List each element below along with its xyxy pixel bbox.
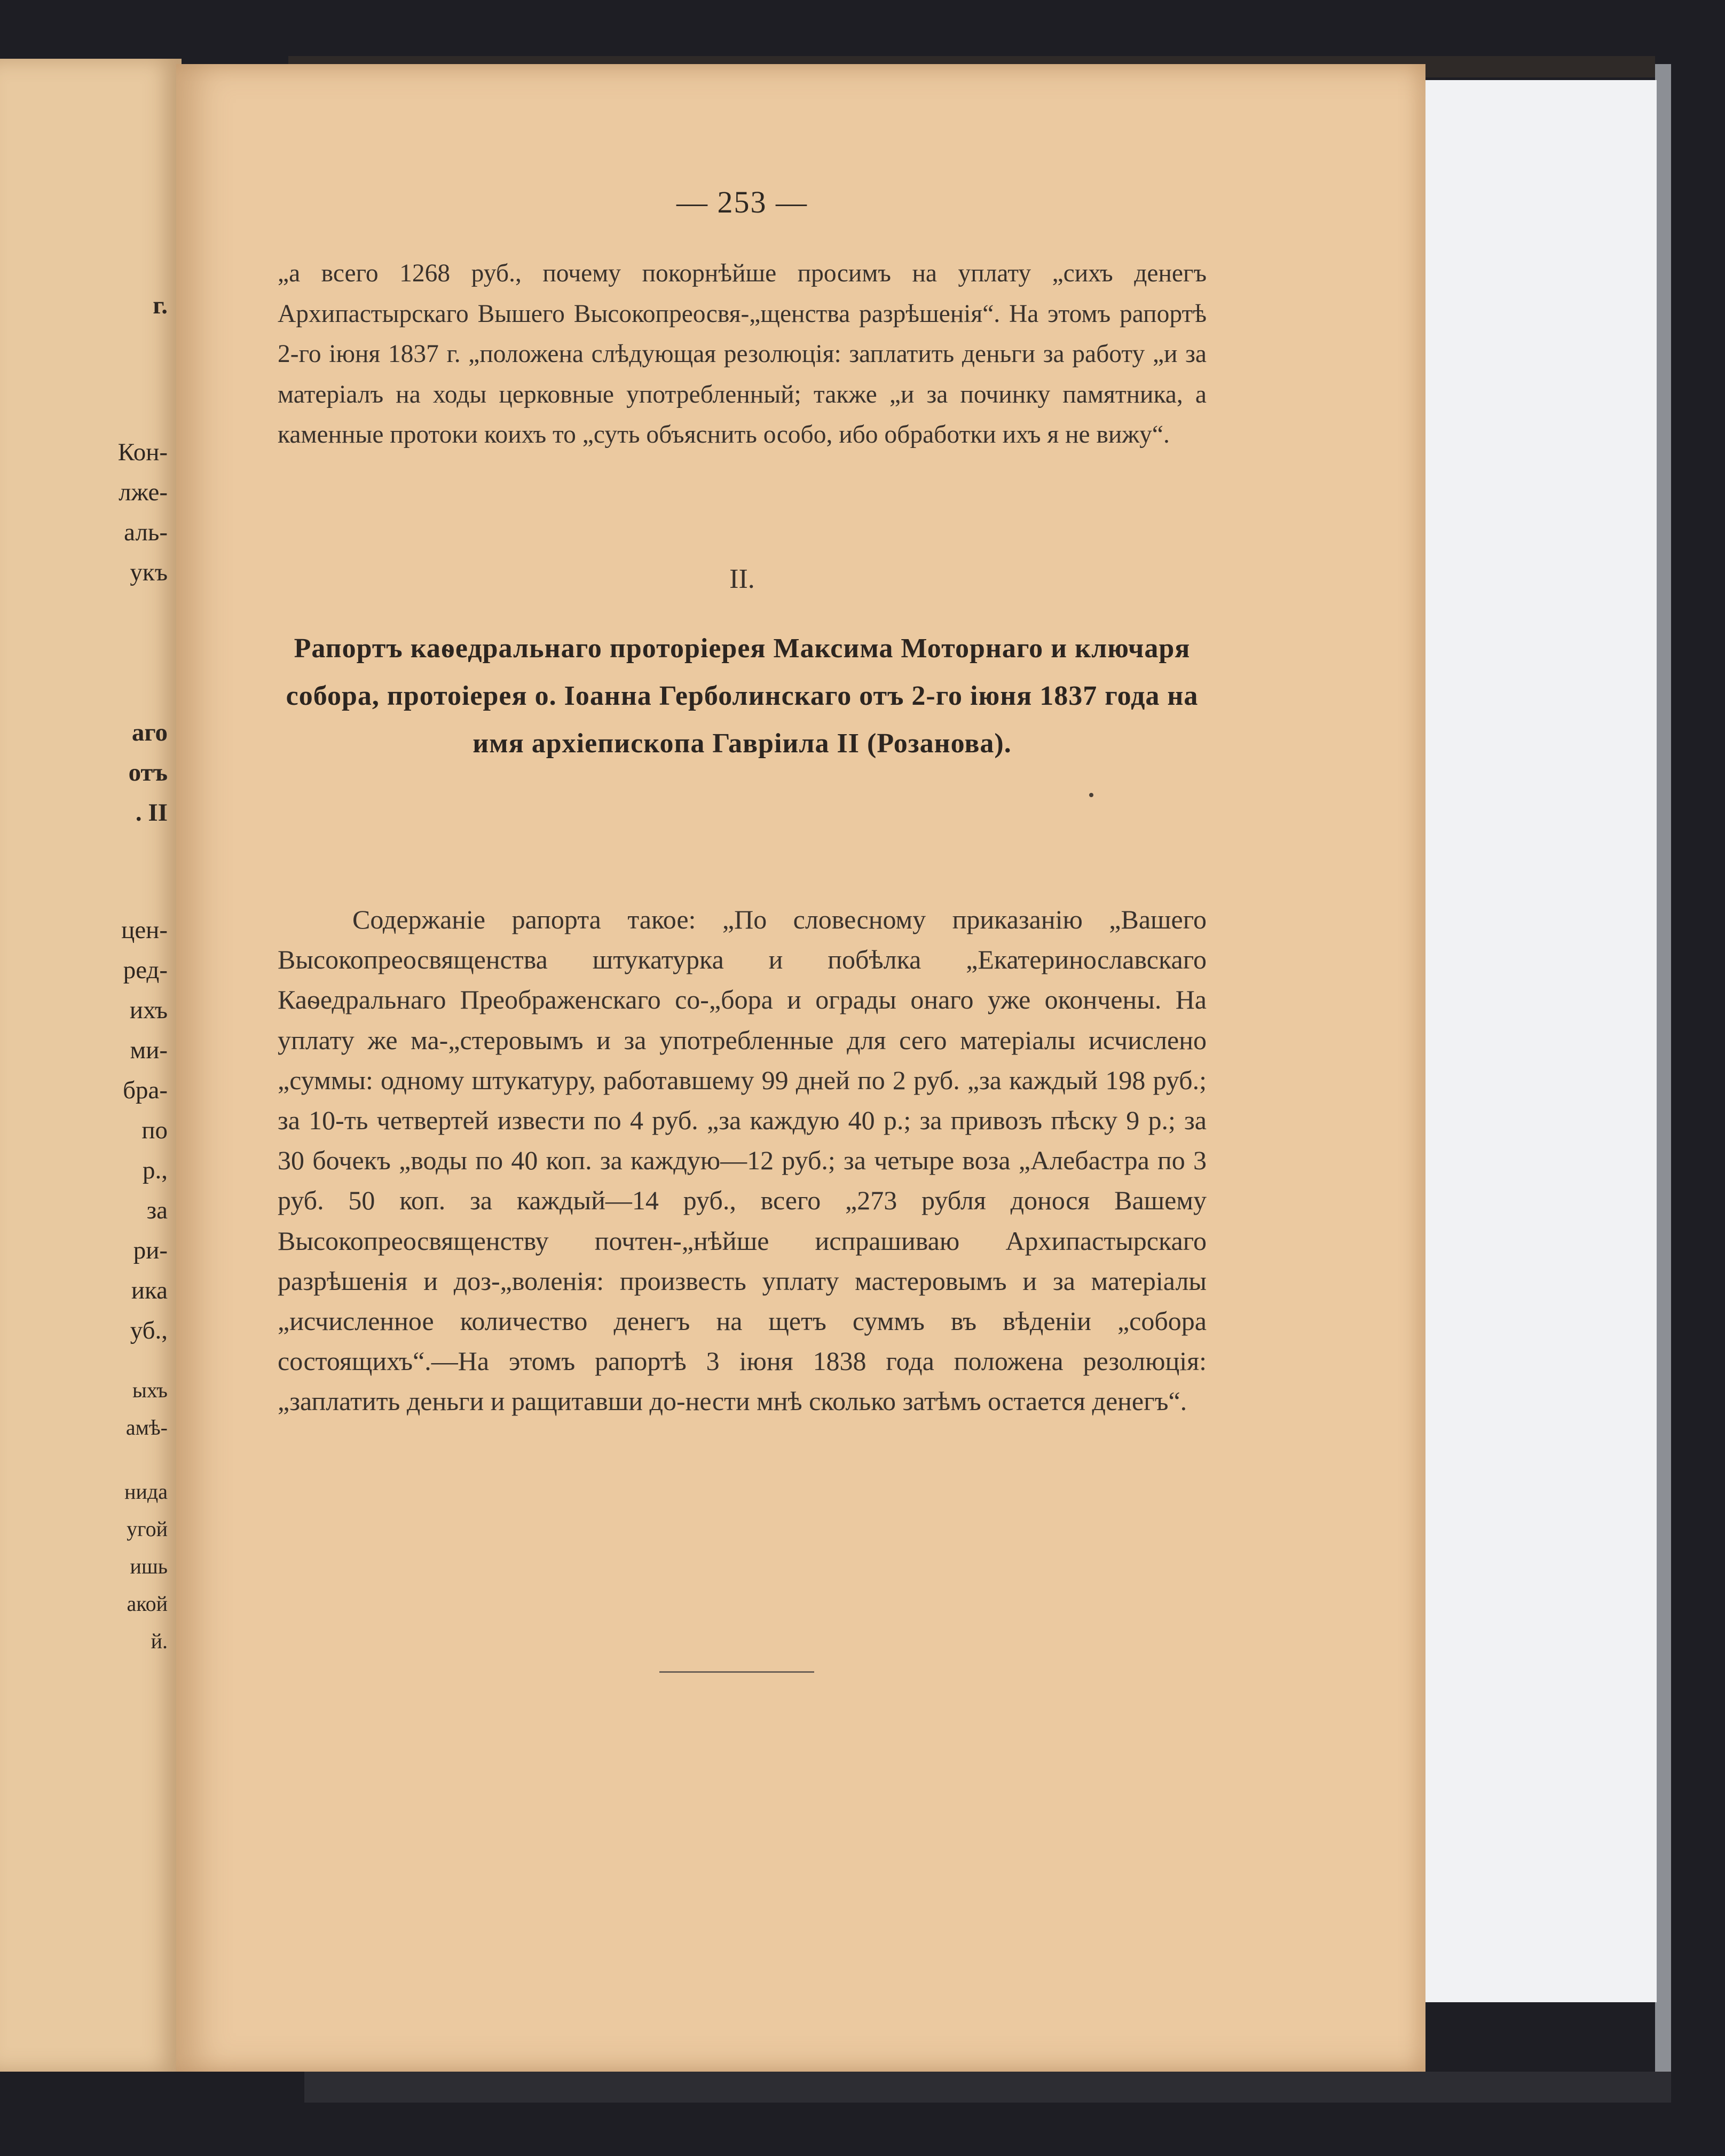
left-page-fragment: ми- bbox=[130, 1036, 168, 1064]
blank-sheet bbox=[1420, 80, 1657, 2002]
left-page-fragment: аго bbox=[131, 719, 168, 746]
opening-paragraph: „а всего 1268 руб., почему покорнѣйше просимъ на уплату „сихъ денегъ Архипастырскаго Вышего Высокопреосвя-„щенства разрѣшенія“. На этомъ рапортѣ 2-го іюня 1837 г. „положена слѣдующая резолюція: заплатить деньги за работу „и за матеріалъ на ходы церковные употребленный; также „и за починку памятника, а каменные протоки коихъ то „суть объяснить особо, ибо обработки ихъ я не вижу“. bbox=[278, 259, 1207, 449]
left-page-fragment: ихъ bbox=[129, 996, 168, 1024]
left-page-fragment: акой bbox=[127, 1592, 168, 1616]
left-page-fragment: по bbox=[141, 1116, 168, 1144]
left-page-fragment: бра- bbox=[123, 1076, 168, 1104]
closing-rule bbox=[659, 1671, 814, 1673]
left-facing-page bbox=[0, 59, 182, 2072]
left-page-fragment: Кон- bbox=[117, 438, 168, 466]
left-page-fragment: за bbox=[146, 1197, 168, 1224]
scanner-frame-bottom bbox=[304, 2072, 1671, 2103]
section-number: II. bbox=[729, 564, 755, 594]
left-page-fragment: р., bbox=[143, 1156, 168, 1184]
left-page-fragment: амѣ- bbox=[125, 1415, 168, 1439]
left-page-fragment: нида bbox=[124, 1480, 168, 1504]
left-page-fragment: отъ bbox=[128, 759, 168, 786]
left-page-fragment: цен- bbox=[121, 916, 168, 944]
section-heading: Рапортъ каѳедральнаго проторіерея Максима Моторнаго и ключаря собора, протоіерея о. Іоанна Герболинскаго отъ 2-го іюня 1837 года на имя архіепископа Гавріила II (Розанова). bbox=[286, 633, 1199, 759]
scanner-frame-right bbox=[1655, 64, 1671, 2082]
left-page-fragment: угой bbox=[127, 1517, 168, 1541]
ink-speck bbox=[1089, 793, 1093, 797]
left-page-fragment: . II bbox=[135, 799, 168, 827]
page-number: — 253 — bbox=[676, 185, 808, 219]
left-page-fragment: ыхъ bbox=[132, 1378, 168, 1402]
left-page-fragment: ика bbox=[131, 1277, 168, 1304]
body-paragraph: Содержаніе рапорта такое: „По словесному приказанію „Вашего Высокопреосвященства штукатурка и побѣлка „Екатеринославскаго Каѳедральнаго Преображенскаго со-„бора и ограды онаго уже окончены. На уплату же ма-„стеровымъ и за употребленные для сего матеріалы исчислено „суммы: одному штукатуру, работавшему 99 дней по 2 руб. „за каждый 198 руб.; за 10-ть четвертей извести по 4 руб. „за каждую 40 р.; за привозъ пѣску 9 р.; за 30 бочекъ „воды по 40 коп. за каждую—12 руб.; за четыре воза „Алебастра по 3 руб. 50 коп. за каждый—14 руб., всего „273 рубля донося Вашему Высокопреосвященству почтен-„нѣйше испрашиваю Архипастырскаго разрѣшенія и доз-„воленія: произвесть уплату мастеровымъ и за матеріалы „исчисленное количество денегъ на щетъ суммъ въ вѣденіи „собора состоящихъ“.—На этомъ рапортѣ 3 іюня 1838 года положена резолюція: „заплатить деньги и ращитавши до-нести мнѣ сколько затѣмъ остается денегъ“. bbox=[278, 904, 1207, 1417]
left-page-fragment: г. bbox=[153, 292, 168, 319]
left-page-fragment: ред- bbox=[123, 956, 168, 984]
left-page-fragment: уб., bbox=[130, 1317, 168, 1344]
left-page-fragment: укъ bbox=[130, 558, 168, 586]
left-page-fragment: аль- bbox=[124, 518, 168, 546]
left-page-fragment: ри- bbox=[133, 1237, 168, 1264]
book-page bbox=[176, 64, 1425, 2072]
left-page-fragment: й. bbox=[151, 1629, 168, 1653]
left-page-fragment: ишь bbox=[130, 1554, 168, 1578]
left-page-fragment: лже- bbox=[119, 478, 168, 506]
